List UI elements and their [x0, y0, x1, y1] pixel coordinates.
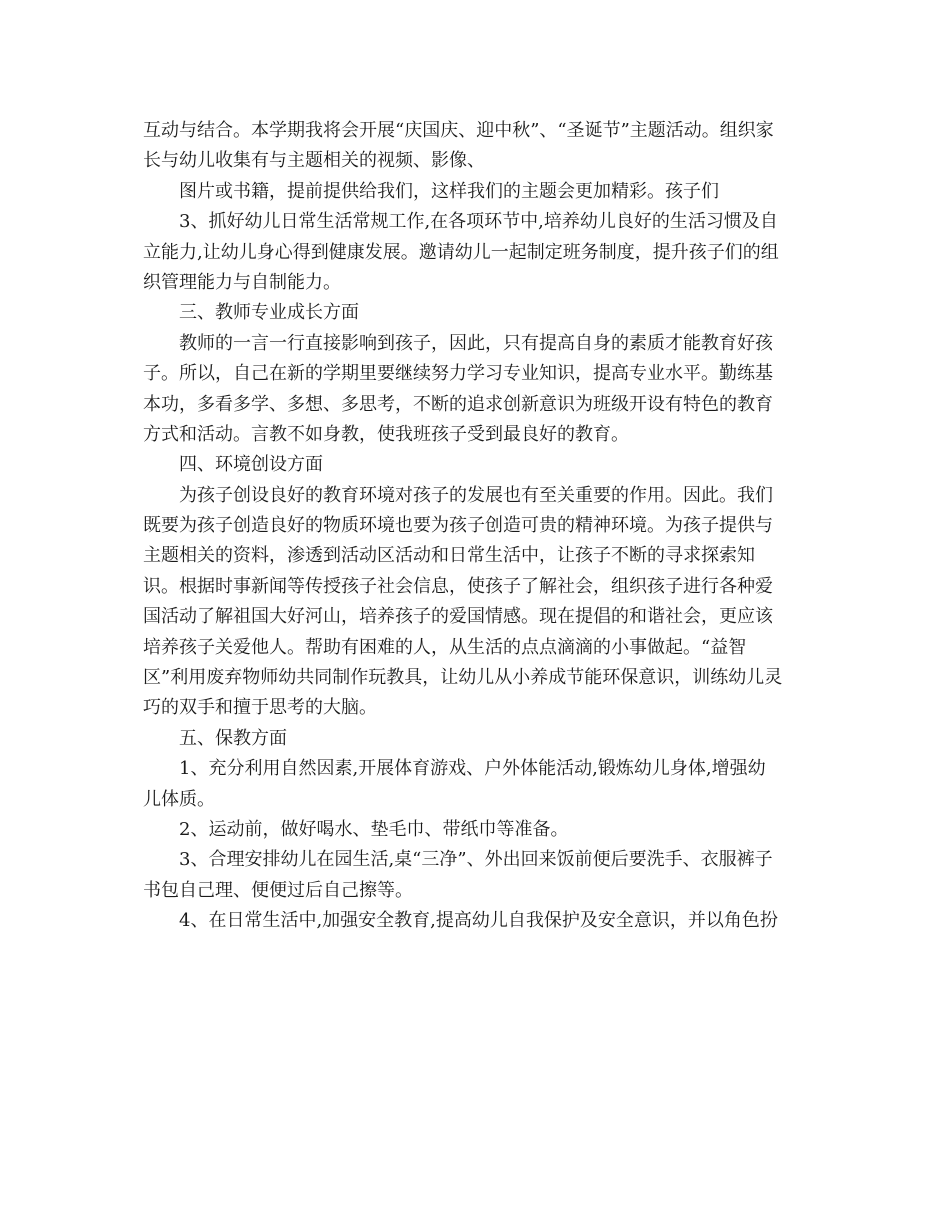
text-line: 2、运动前，做好喝水、垫毛巾、带纸巾等准备。: [179, 818, 569, 840]
text-line: 巧的双手和擅于思考的大脑。: [143, 697, 377, 719]
text-line: 教师的一言一行直接影响到孩子，因此，只有提高自身的素质才能教育好孩: [179, 332, 773, 354]
text-line: 3、抓好幼儿日常生活常规工作,在各项环节中,培养幼儿良好的生活习惯及自: [179, 211, 778, 233]
text-line: 图片或书籍，提前提供给我们，这样我们的主题会更加精彩。孩子们: [179, 180, 719, 202]
text-line: 子。所以，自己在新的学期里要继续努力学习专业知识，提高专业水平。勤练基: [143, 363, 773, 385]
text-line: 培养孩子关爱他人。帮助有困难的人，从生活的点点滴滴的小事做起。“益智: [143, 636, 747, 658]
text-line: 儿体质。: [143, 788, 215, 810]
text-line: 为孩子创设良好的教育环境对孩子的发展也有至关重要的作用。因此。我们: [179, 484, 773, 506]
text-line: 三、教师专业成长方面: [179, 302, 359, 324]
text-line: 1、充分利用自然因素,开展体育游戏、户外体能活动,锻炼幼儿身体,增强幼: [179, 758, 766, 780]
text-line: 识。根据时事新闻等传授孩子社会信息，使孩子了解社会，组织孩子进行各种爱: [143, 575, 773, 597]
text-line: 3、合理安排幼儿在园生活,桌“三净”、外出回来饭前便后要洗手、衣服裤子: [179, 849, 773, 871]
text-line: 本功，多看多学、多想、多思考，不断的追求创新意识为班级开设有特色的教育: [143, 393, 773, 415]
document-body: [143, 116, 813, 937]
text-line: 区”利用废弃物师幼共同制作玩教具，让幼儿从小养成节能环保意识，训练幼儿灵: [143, 667, 783, 689]
text-line: 四、环境创设方面: [179, 454, 323, 476]
text-line: 既要为孩子创造良好的物质环境也要为孩子创造可贵的精神环境。为孩子提供与: [143, 515, 773, 537]
text-line: 立能力,让幼儿身心得到健康发展。邀请幼儿一起制定班务制度，提升孩子们的组: [143, 241, 779, 263]
text-line: 主题相关的资料，渗透到活动区活动和日常生活中，让孩子不断的寻求探索知: [143, 545, 755, 567]
text-line: 互动与结合。本学期我将会开展“庆国庆、迎中秋”、“圣诞节”主题活动。组织家: [143, 120, 774, 141]
text-line: 五、保教方面: [179, 727, 287, 749]
text-line: 4、在日常生活中,加强安全教育,提高幼儿自我保护及安全意识，并以角色扮: [179, 910, 778, 932]
text-line: 方式和活动。言教不如身教，使我班孩子受到最良好的教育。: [143, 423, 629, 445]
text-line: 织管理能力与自制能力。: [143, 271, 341, 293]
text-line: 国活动了解祖国大好河山，培养孩子的爱国情感。现在提倡的和谐社会，更应该: [143, 606, 773, 628]
text-line: 长与幼儿收集有与主题相关的视频、影像、: [143, 150, 485, 172]
text-line: 书包自己理、便便过后自己擦等。: [143, 879, 413, 901]
